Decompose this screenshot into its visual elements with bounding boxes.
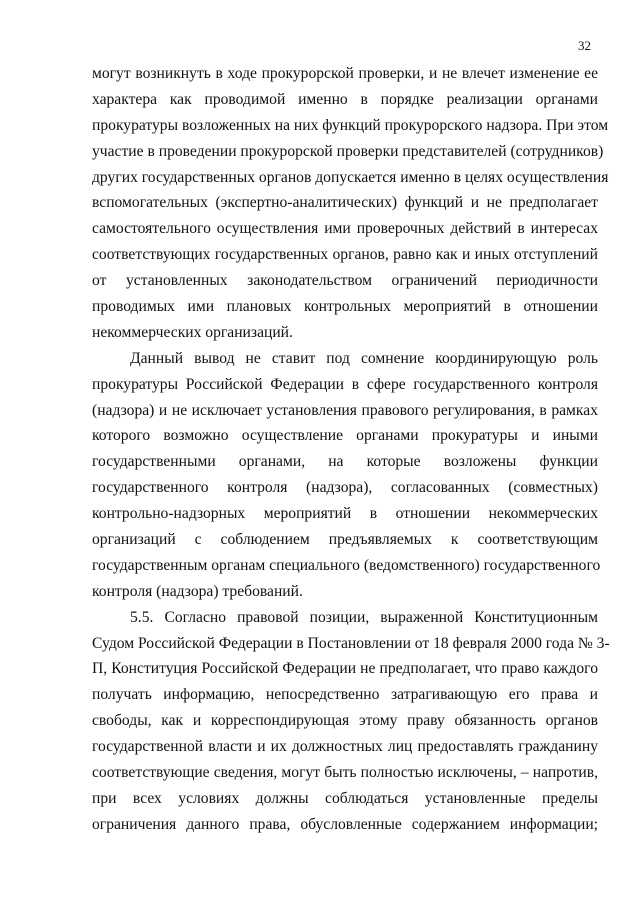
body-text [92, 61, 610, 838]
text-line: соответствующие сведения, могут быть полностью исключены, – напротив, [92, 764, 598, 782]
text-line: которого возможно осуществление органами прокуратуры и иными [92, 427, 598, 445]
text-line: организаций с соблюдением предъявляемых к соответствующим [92, 531, 598, 549]
text-line: самостоятельного осуществления ими проверочных действий в интересах [92, 220, 598, 238]
text-line: получать информацию, непосредственно затрагивающую его права и [92, 686, 598, 704]
text-line: государственной власти и их должностных лиц предоставлять гражданину [92, 738, 598, 756]
text-line: вспомогательных (экспертно-аналитических) функций и не предполагает [92, 194, 598, 212]
text-line: от установленных законодательством ограничений периодичности [92, 272, 598, 290]
text-line: участие в проведении прокурорской проверки представителей (сотрудников) [92, 142, 604, 160]
text-line: Данный вывод не ставит под сомнение координирующую роль [130, 349, 598, 367]
text-line: соответствующих государственных органов, равно как и иных отступлений [92, 246, 598, 264]
page-number: 32 [578, 38, 591, 53]
text-line: при всех условиях должны соблюдаться установленные пределы [92, 789, 598, 807]
text-line: некоммерческих организаций. [92, 323, 293, 341]
text-line: П, Конституция Российской Федерации не предполагает, что право каждого [92, 660, 598, 678]
text-line: ограничения данного права, обусловленные содержанием информации; [92, 815, 598, 833]
text-line: свободы, как и корреспондирующая этому праву обязанность органов [92, 712, 598, 730]
text-line: контроля (надзора) требований. [92, 582, 303, 600]
text-line: могут возникнуть в ходе прокурорской проверки, и не влечет изменение ее [92, 65, 598, 82]
text-line: прокуратуры возложенных на них функций прокурорского надзора. При этом [92, 116, 609, 134]
text-line: государственным органам специального (ведомственного) государственного [92, 556, 601, 574]
text-line: (надзора) и не исключает установления правового регулирования, в рамках [92, 401, 598, 419]
text-line: проводимых ими плановых контрольных мероприятий в отношении [92, 298, 598, 316]
text-line: государственного контроля (надзора), согласованных (совместных) [92, 479, 598, 497]
text-line: государственными органами, на которые возложены функции [92, 453, 598, 471]
text-line: Судом Российской Федерации в Постановлении от 18 февраля 2000 года № 3- [92, 634, 610, 652]
text-line: прокуратуры Российской Федерации в сфере государственного контроля [92, 375, 598, 393]
text-line: характера как проводимой именно в порядке реализации органами [92, 90, 598, 108]
text-line: контрольно-надзорных мероприятий в отношении некоммерческих [92, 505, 598, 523]
text-line: 5.5. Согласно правовой позиции, выраженной Конституционным [130, 608, 598, 626]
text-line: других государственных органов допускается именно в целях осуществления [92, 168, 609, 186]
